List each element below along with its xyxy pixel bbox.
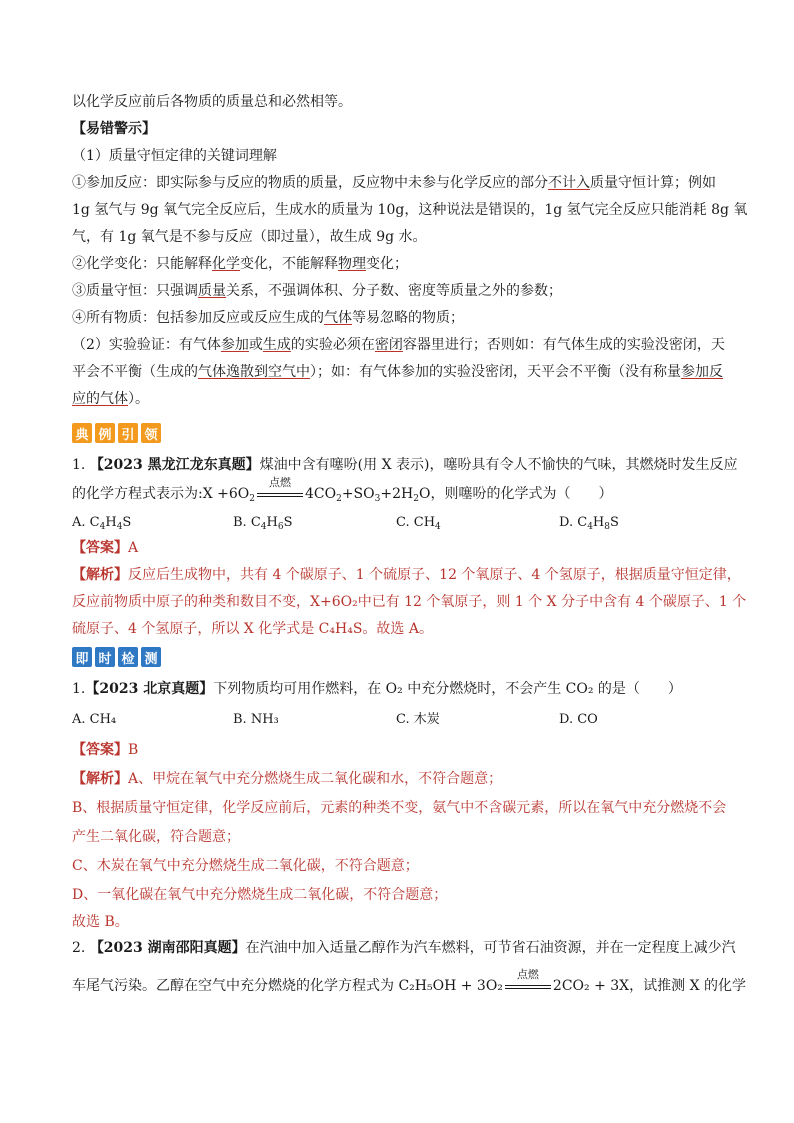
subscript: 4 <box>587 522 593 532</box>
q1-option-c: C. $CH_4$ <box>396 515 441 532</box>
q1-option-a: A. $C_4H_4S$ <box>72 515 132 532</box>
q2-option-c: C. 木炭 <box>396 712 440 727</box>
text: 或 <box>248 337 263 353</box>
underlined-term: 质量 <box>198 283 226 299</box>
text: ②化学变化：只能解释 <box>72 256 212 272</box>
point-2 <box>72 254 408 274</box>
question-source: 【2023 湖南邵阳真题】 <box>89 940 246 956</box>
text: 变化，不能解释 <box>240 256 338 272</box>
question-text: 煤油中含有噻吩(用 X 表示)，噻吩具有令人不愉快的气味，其燃烧时发生反应 <box>259 457 738 473</box>
section-1-title: （1）质量守恒定律的关键词理解 <box>72 148 277 164</box>
text: O，则噻吩的化学式为（ ） <box>418 486 613 502</box>
badge-char: 即 <box>72 647 92 667</box>
subscript: 3 <box>374 494 381 504</box>
q1-analysis-line-2: 反应前物质中原子的种类和数目不变，X+6O₂中已有 12 个氧原子，则 1 个 X 分子中含有 4 个碳原子、1 个 <box>72 594 747 610</box>
q2-option-a: A. CH₄ <box>72 712 117 727</box>
analysis-text: A、甲烷在氧气中充分燃烧生成二氧化碳和水，不符合题意； <box>128 771 503 787</box>
point-1-line-2: 1g 氢气与 9g 氧气完全反应后，生成水的质量为 10g，这种说法是错误的，1g 氢气完全反应只能消耗 8g 氧 <box>72 202 748 218</box>
analysis-text: 反应后生成物中，共有 4 个碳原子、1 个硫原子、12 个氧原子、4 个氢原子，根据质量守恒定律， <box>128 567 741 583</box>
underlined-term: 不计入 <box>548 175 590 191</box>
text: ④所有物质：包括参加反应或反应生成的 <box>72 310 324 326</box>
section-2-line-2 <box>72 362 723 382</box>
reaction-arrow <box>505 968 551 993</box>
section-2-line-3 <box>72 389 149 409</box>
underlined-term: 应的气体 <box>72 391 128 407</box>
question-source: 【2023 北京真题】 <box>85 681 214 697</box>
answer-label: 【答案】 <box>72 742 128 758</box>
warning-header: 【易错警示】 <box>72 121 156 137</box>
underlined-term: 参加 <box>220 337 249 353</box>
q2-analysis-line-3: 产生二氧化碳，符合题意； <box>72 829 240 845</box>
text: 车尾气污染。乙醇在空气中充分燃烧的化学方程式为 C₂H₅OH + 3O₂ <box>72 978 503 994</box>
underlined-term: 参加反 <box>681 364 723 380</box>
text: （2）实验验证：有气体 <box>72 337 221 353</box>
text: 变化； <box>366 256 408 272</box>
q2-line-1 <box>72 679 682 699</box>
underlined-term: 气体 <box>324 310 352 326</box>
analysis-label: 【解析】 <box>72 771 128 787</box>
text: 容器里进行；否则如：有气体生成的实验没密闭，天 <box>402 337 725 353</box>
q2-option-b: B. NH₃ <box>233 712 279 727</box>
arrow-bar <box>257 493 303 497</box>
text: ）。 <box>128 391 149 407</box>
subscript: 4 <box>116 522 123 532</box>
answer-value: B <box>128 742 139 758</box>
badge-char: 时 <box>95 647 115 667</box>
q2-option-d: D. CO <box>559 712 598 727</box>
subscript: 4 <box>99 522 106 532</box>
badge-char: 引 <box>118 423 138 443</box>
text: 质量守恒计算；例如 <box>590 175 716 191</box>
text: 的实验必须在 <box>290 337 375 353</box>
badge-char: 测 <box>141 647 161 667</box>
question-text: 在汽油中加入适量乙醇作为汽车燃料，可节省石油资源，并在一定程度上减少汽 <box>245 940 736 956</box>
intro-line: 以化学反应前后各物质的质量总和必然相等。 <box>72 94 352 110</box>
subscript: 2 <box>336 494 342 504</box>
q3-line-1 <box>72 938 736 958</box>
analysis-label: 【解析】 <box>72 567 128 583</box>
question-text: 下列物质均可用作燃料，在 O₂ 中充分燃烧时，不会产生 CO₂ 的是（ ） <box>213 681 682 697</box>
text: 2CO₂ + 3X，试推测 X 的化学 <box>552 978 747 994</box>
reaction-condition: 点燃 <box>516 968 539 981</box>
text: +2H <box>380 486 414 502</box>
subscript: 6 <box>277 522 284 532</box>
reaction-arrow <box>257 476 303 501</box>
underlined-term: 生成 <box>262 337 291 353</box>
subscript: 8 <box>604 522 610 532</box>
text: ③质量守恒：只强调 <box>72 283 198 299</box>
subscript: 4 <box>260 522 267 532</box>
text: ①参加反应：即实际参与反应的物质的质量，反应物中未参与化学反应的部分 <box>72 175 548 191</box>
underlined-term: 气体逸散到空气中 <box>198 364 310 380</box>
subscript: 4 <box>435 522 441 532</box>
q2-analysis-line-5: D、一氧化碳在氧气中充分燃烧生成二氧化碳，不符合题意； <box>72 887 448 903</box>
q2-analysis-line-6: 故选 B。 <box>72 914 129 930</box>
q1-answer <box>72 538 138 558</box>
text: 4CO <box>304 486 337 502</box>
q1-line-2 <box>72 476 613 509</box>
question-number: 2. <box>72 940 86 956</box>
subscript: 2 <box>249 494 255 504</box>
q1-option-b: B. $C_4H_6S$ <box>233 515 293 532</box>
text: 平会不平衡（生成的 <box>72 364 198 380</box>
question-number: 1. <box>72 681 86 697</box>
section-badge-examples <box>72 423 161 443</box>
q1-analysis-line-1 <box>72 565 741 585</box>
q1-line-1 <box>72 455 737 475</box>
underlined-term: 密闭 <box>374 337 403 353</box>
underlined-term: 物理 <box>338 256 366 272</box>
text: 等易忽略的物质； <box>352 310 464 326</box>
section-badge-practice <box>72 647 161 667</box>
text: ）；如：有气体参加的实验没密闭，天平会不平衡（没有称量 <box>310 364 681 380</box>
badge-char: 领 <box>141 423 161 443</box>
text: 关系，不强调体积、分子数、密度等质量之外的参数； <box>226 283 562 299</box>
point-4 <box>72 308 464 328</box>
text: +SO <box>341 486 375 502</box>
answer-label: 【答案】 <box>72 540 128 556</box>
q2-analysis-line-2: B、根据质量守恒定律，化学反应前后，元素的种类不变，氨气中不含碳元素，所以在氧气中充分燃烧不会 <box>72 800 727 816</box>
section-2-line-1 <box>72 335 725 355</box>
badge-char: 典 <box>72 423 92 443</box>
q3-line-2 <box>72 968 747 996</box>
badge-char: 检 <box>118 647 138 667</box>
reaction-condition: 点燃 <box>268 476 291 489</box>
subscript: 2 <box>413 494 419 504</box>
question-source: 【2023 黑龙江龙东真题】 <box>89 457 260 473</box>
point-1-line-3: 气，有 1g 氧气是不参与反应（即过量），故生成 9g 水。 <box>72 229 427 245</box>
question-number: 1. <box>72 457 86 473</box>
text: 的化学方程式表示为:X +6O <box>72 486 250 502</box>
q1-analysis-line-3: 硫原子、4 个氢原子，所以 X 化学式是 C₄H₄S。故选 A。 <box>72 621 433 637</box>
answer-value: A <box>128 540 139 556</box>
underlined-term: 化学 <box>212 256 240 272</box>
arrow-bar <box>505 985 551 989</box>
q2-answer <box>72 740 138 760</box>
q2-analysis-line-4: C、木炭在氧气中充分燃烧生成二氧化碳，不符合题意； <box>72 858 419 874</box>
point-1-line-1 <box>72 173 716 193</box>
badge-char: 例 <box>95 423 115 443</box>
point-3 <box>72 281 562 301</box>
q2-analysis-line-1 <box>72 769 502 789</box>
q1-option-d: D. $C_4H_8S$ <box>559 515 619 532</box>
